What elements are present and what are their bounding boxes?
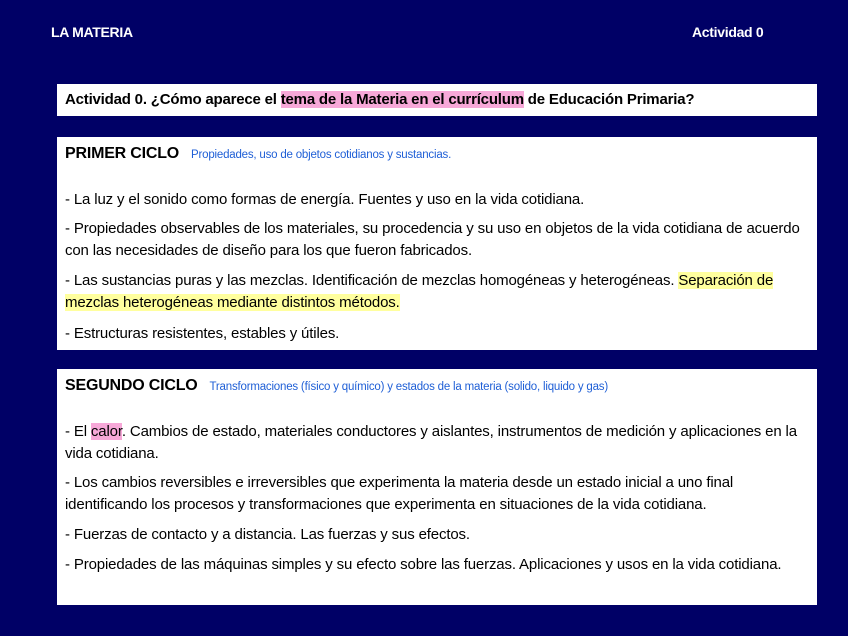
activity-title-before: Actividad 0. ¿Cómo aparece el <box>65 91 281 108</box>
segundo-ciclo-header <box>65 377 608 395</box>
primer-ciclo-item-3-highlight: Separación de mezclas heterogéneas mediante distintos métodos. <box>65 272 774 311</box>
primer-ciclo-item-4: - Estructuras resistentes, estables y útiles. <box>65 325 340 342</box>
segundo-ciclo-item-3: - Fuerzas de contacto y a distancia. Las fuerzas y sus efectos. <box>65 526 470 543</box>
primer-ciclo-item-1: - La luz y el sonido como formas de energía. Fuentes y uso en la vida cotidiana. <box>65 191 585 208</box>
segundo-ciclo-item-1-highlight: calor <box>90 423 122 440</box>
segundo-ciclo-subtitle: Transformaciones (físico y químico) y estados de la materia (solido, liquido y gas) <box>209 381 608 393</box>
primer-ciclo-header <box>65 145 451 163</box>
primer-ciclo-item-3 <box>65 270 805 314</box>
primer-ciclo-title: PRIMER CICLO <box>65 145 180 162</box>
segundo-ciclo-section <box>57 369 817 605</box>
segundo-ciclo-item-1-after: . Cambios de estado, materiales conductores y aislantes, instrumentos de medición y aplicaciones en la vida cotidiana. <box>65 423 797 462</box>
segundo-ciclo-title: SEGUNDO CICLO <box>65 377 198 394</box>
activity-title-highlight: tema de la Materia en el currículum <box>280 91 524 108</box>
segundo-ciclo-item-2: - Los cambios reversibles e irreversibles que experimenta la materia desde un estado inicial a uno final identificando los procesos y transformaciones que experimenta en situaciones de la vida cotidiana. <box>65 474 734 513</box>
primer-ciclo-item-3-text: - Las sustancias puras y las mezclas. Identificación de mezclas homogéneas y heterogéneas. <box>65 272 679 289</box>
header-activity-label: Actividad 0 <box>692 24 764 40</box>
segundo-ciclo-item-4: - Propiedades de las máquinas simples y su efecto sobre las fuerzas. Aplicaciones y usos en la vida cotidiana. <box>65 556 782 573</box>
primer-ciclo-subtitle: Propiedades, uso de objetos cotidianos y sustancias. <box>191 149 452 161</box>
activity-title-box <box>57 84 817 116</box>
segundo-ciclo-item-1-before: - El <box>65 423 91 440</box>
primer-ciclo-section <box>57 137 817 350</box>
segundo-ciclo-item-1 <box>65 421 805 465</box>
activity-title-after: de Educación Primaria? <box>523 91 695 108</box>
primer-ciclo-item-2: - Propiedades observables de los materiales, su procedencia y su uso en objetos de la vida cotidiana de acuerdo con las necesidades de diseño para los que fueron fabricados. <box>65 220 800 259</box>
header-title: LA MATERIA <box>51 24 133 40</box>
